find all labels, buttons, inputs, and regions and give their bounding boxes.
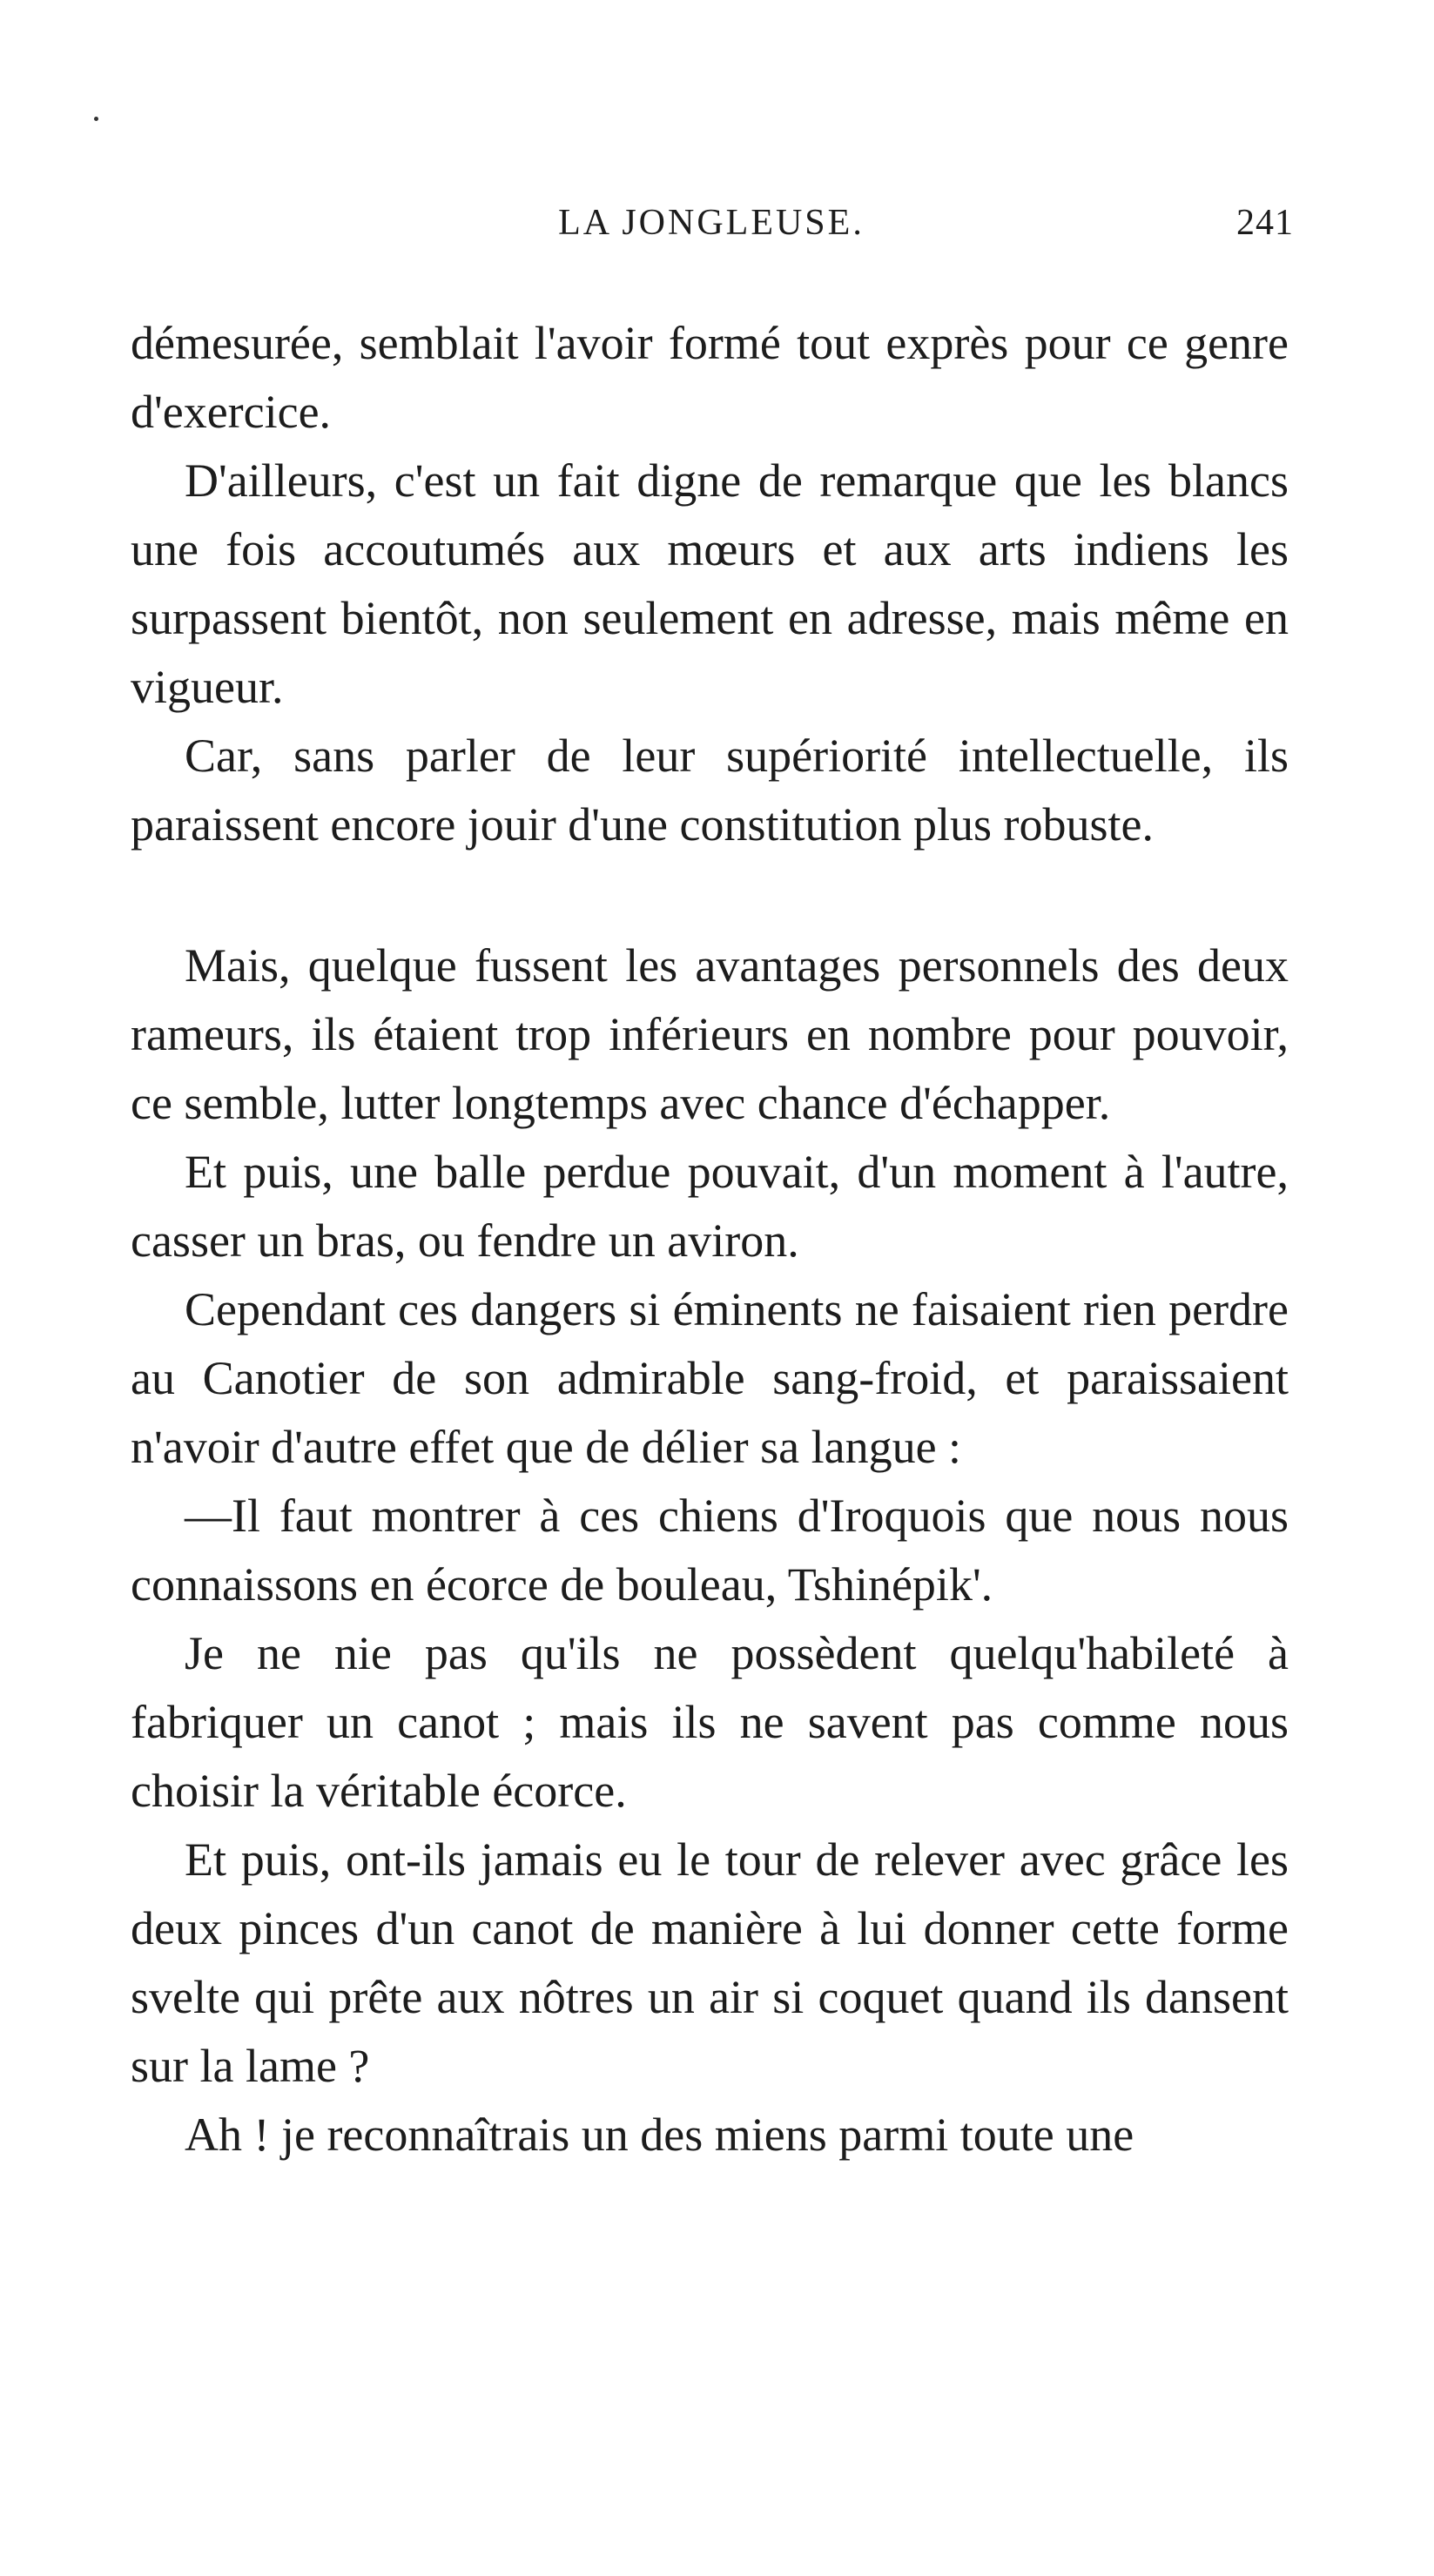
running-title: LA JONGLEUSE. (558, 203, 865, 243)
paragraph-7: —Il faut montrer à ces chiens d'Iroquois que nous nous connaissons en écorce de bouleau, Tshinépik'. (131, 1490, 1289, 1611)
ink-speck (94, 117, 98, 121)
paragraph-5: Et puis, une balle perdue pouvait, d'un moment à l'autre, casser un bras, ou fendre un aviron. (131, 1146, 1289, 1267)
running-header (129, 202, 1294, 254)
paragraph-6: Cependant ces dangers si éminents ne faisaient rien perdre au Canotier de son admirable sang-froid, et paraissaient n'avoir d'autre effet que de délier sa langue : (131, 1283, 1289, 1473)
paragraph-1: démesurée, semblait l'avoir formé tout exprès pour ce genre d'exercice. (131, 317, 1289, 438)
page-number: 241 (1236, 203, 1294, 243)
paragraph-9: Et puis, ont-ils jamais eu le tour de relever avec grâce les deux pinces d'un canot de manière à lui donner cette forme svelte qui prête aux nôtres un air si coquet quand ils dansent sur la lame ? (131, 1833, 1289, 2092)
section-break (131, 859, 1289, 932)
paragraph-2: D'ailleurs, c'est un fait digne de remarque que les blancs une fois accoutumés aux mœurs et aux arts indiens les surpassent bientôt, non seulement en adresse, mais même en vigueur. (131, 454, 1289, 713)
body-text (131, 309, 1289, 2169)
paragraph-8: Je ne nie pas qu'ils ne possèdent quelqu'habileté à fabriquer un canot ; mais ils ne savent pas comme nous choisir la véritable écorce. (131, 1627, 1289, 1817)
paragraph-10: Ah ! je reconnaîtrais un des miens parmi toute une (185, 2109, 1134, 2161)
paragraph-4: Mais, quelque fussent les avantages personnels des deux rameurs, ils étaient trop inférieurs en nombre pour pouvoir, ce semble, lutter longtemps avec chance d'échapper. (131, 939, 1289, 1129)
paragraph-3: Car, sans parler de leur supériorité intellectuelle, ils paraissent encore jouir d'une constitution plus robuste. (131, 730, 1289, 851)
